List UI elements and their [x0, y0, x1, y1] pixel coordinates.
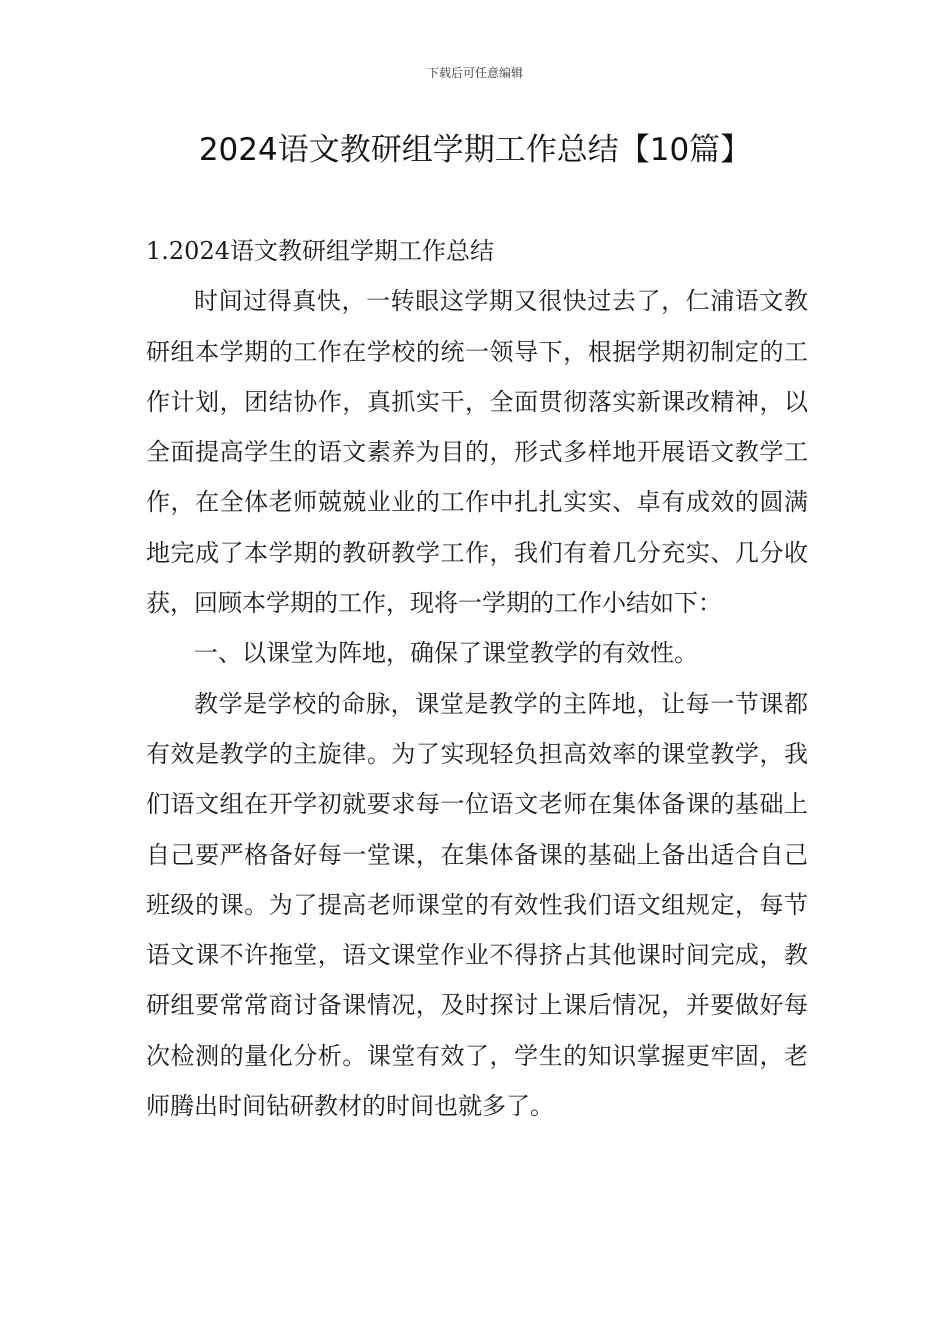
paragraph-intro: 时间过得真快，一转眼这学期又很快过去了，仁浦语文教研组本学期的工作在学校的统一领导下，根据学期初制定的工作计划，团结协作，真抓实干，全面贯彻落实新课改精神，以全面提高学生的语文素养为目的，形式多样地开展语文教学工作，在全体老师兢兢业业的工作中扎扎实实、卓有成效的圆满地完成了本学期的教研教学工作，我们有着几分充实、几分收获，回顾本学期的工作，现将一学期的工作小结如下： — [146, 287, 808, 618]
document-body — [146, 226, 808, 1131]
document-title: 2024语文教研组学期工作总结【10篇】 — [198, 132, 752, 168]
header-note: 下载后可任意编辑 — [426, 66, 523, 80]
paragraph-classroom: 教学是学校的命脉，课堂是教学的主阵地，让每一节课都有效是教学的主旋律。为了实现轻负担高效率的课堂教学，我们语文组在开学初就要求每一位语文老师在集体备课的基础上自己要严格备好每一堂课，在集体备课的基础上备出适合自己班级的课。为了提高老师课堂的有效性我们语文组规定，每节语文课不许拖堂，语文课堂作业不得挤占其他课时间完成，教研组要常常商讨备课情况，及时探讨上课后情况，并要做好每次检测的量化分析。课堂有效了，学生的知识掌握更牢固，老师腾出时间钻研教材的时间也就多了。 — [146, 689, 808, 1121]
paragraph-heading-1: 一、以课堂为阵地，确保了课堂教学的有效性。 — [194, 639, 698, 668]
section-title: 1.2024语文教研组学期工作总结 — [146, 237, 494, 265]
